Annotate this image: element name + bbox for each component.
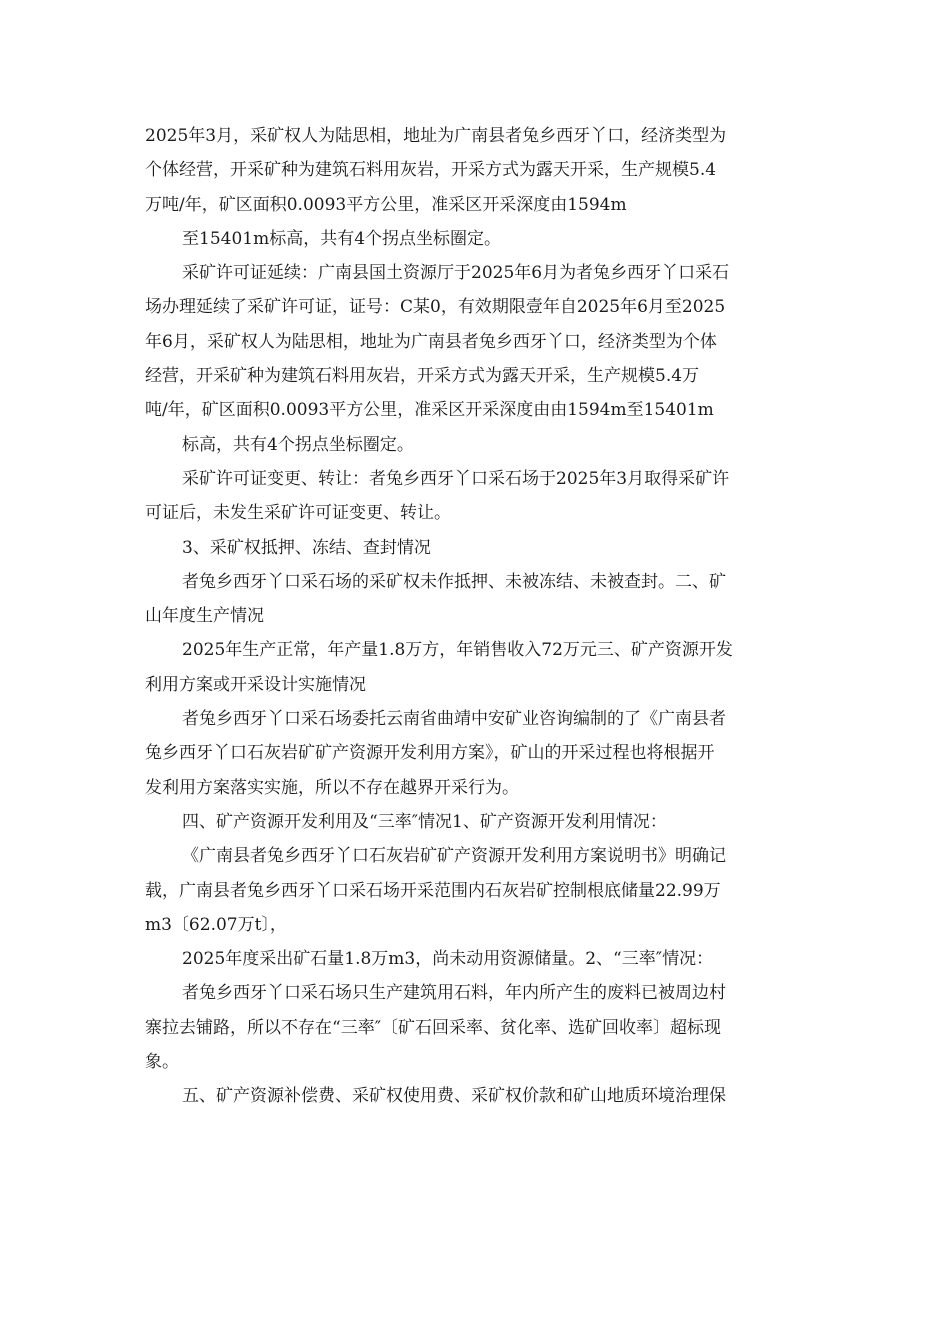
paragraph-10: 四、矿产资源开发利用及“三率″情况1、矿产资源开发利用情况： — [182, 811, 667, 832]
paragraph-9: 者兔乡西牙丫口采石场委托云南省曲靖中安矿业咨询编制的了《广南县者 兔乡西牙丫口石灰岩矿矿产资源开发利用方案》，矿山的开采过程也将根据开 发利用方案落实实施，所以不存在越界开采行为。 — [145, 709, 726, 798]
document-body — [145, 119, 815, 1114]
paragraph-14: 五、矿产资源补偿费、采矿权使用费、采矿权价款和矿山地质环境治理保 — [182, 1086, 726, 1107]
paragraph-13: 者兔乡西牙丫口采石场只生产建筑用石料，年内所产生的废料已被周边村 寨拉去铺路，所以不存在“三率″〔矿石回采率、贫化率、选矿回收率〕超标现 象。 — [145, 983, 726, 1073]
paragraph-3: 采矿许可证延续：广南县国土资源厅于2025年6月为者兔乡西牙丫口采石 场办理延续了采矿许可证，证号：C某0，有效期限壹年自2025年6月至2025 年6月，采矿权人为陆思相，地址为广南县者兔乡西牙丫口，经济类型为个体 经营，开采矿种为建筑石料用灰岩，开采方式为露天开采，生产规模5.4万 吨/年，矿区面积0.0093平方公里，准采区开采深度由由1594m至15401m — [145, 263, 730, 421]
paragraph-11: 《广南县者兔乡西牙丫口石灰岩矿矿产资源开发利用方案说明书》明确记 载，广南县者兔乡西牙丫口采石场开采范围内石灰岩矿控制根底储量22.99万 m3〔62.07万t〕， — [145, 846, 726, 935]
paragraph-12: 2025年度采出矿石量1.8万m3，尚未动用资源储量。2、“三率″情况： — [182, 949, 714, 970]
paragraph-8: 2025年生产正常，年产量1.8万方，年销售收入72万元三、矿产资源开发 利用方案或开采设计实施情况 — [145, 640, 733, 695]
paragraph-6: 3、采矿权抵押、冻结、查封情况 — [182, 537, 431, 558]
paragraph-5: 采矿许可证变更、转让：者兔乡西牙丫口采石场于2025年3月取得采矿许 可证后，未发生采矿许可证变更、转让。 — [145, 468, 730, 524]
paragraph-4: 标高，共有4个拐点坐标圈定。 — [182, 434, 414, 455]
paragraph-1: 2025年3月，采矿权人为陆思相，地址为广南县者兔乡西牙丫口，经济类型为 个体经营，开采矿种为建筑石料用灰岩，开采方式为露天开采，生产规模5.4 万吨/年，矿区面积0.0093平方公里，准采区开采深度由1594m — [145, 126, 727, 215]
paragraph-2: 至15401m标高，共有4个拐点坐标圈定。 — [182, 228, 502, 249]
paragraph-7: 者兔乡西牙丫口采石场的采矿权未作抵押、未被冻结、未被查封。二、矿 山年度生产情况 — [145, 571, 726, 627]
